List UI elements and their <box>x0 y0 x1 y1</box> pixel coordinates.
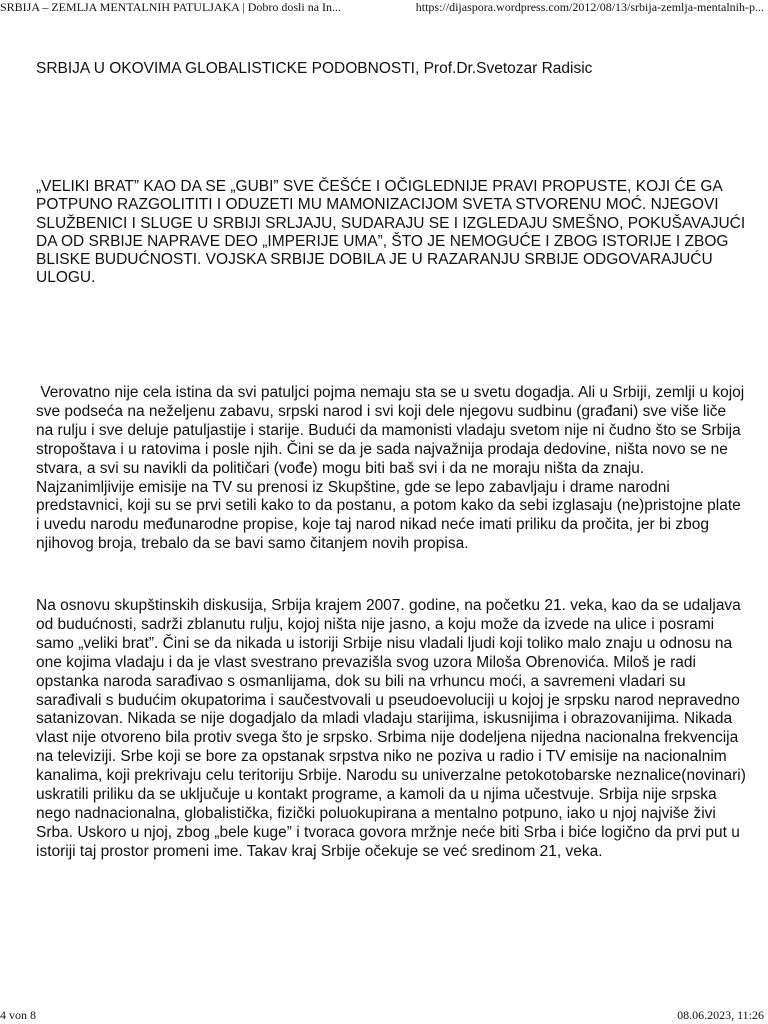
print-footer-datetime: 08.06.2023, 11:26 <box>677 1008 764 1022</box>
print-header-title: SRBIJA – ZEMLJA MENTALNIH PATULJAKA | Dobro dosli na In... <box>0 0 342 14</box>
print-header-url: https://dijaspora.wordpress.com/2012/08/13/srbija-zemlja-mentalnih-p... <box>415 0 764 14</box>
print-footer-page-number: 4 von 8 <box>0 1008 36 1022</box>
article-paragraph-1: „VELIKI BRAT” KAO DA SE „GUBI” SVE ČEŠĆE I OČIGLEDNIJE PRAVI PROPUSTE, KOJI ĆE GA POTPUNO RAZGOLITITI I ODUZETI MU MAMONIZACIJOM SVETA STVORENU MOĆ. NJEGOVI SLUŽBENICI I SLUGE U SRBIJI SRLJAJU, SUDARAJU SE I IZGLEDAJU SMEŠNO, POKUŠAVAJUĆI DA OD SRBIJE NAPRAVE DEO „IMPERIJE UMA”, ŠTO JE NEMOGUĆE I ZBOG ISTORIJE I ZBOG BLISKE BUDUĆNOSTI. VOJSKA SRBIJE DOBILA JE U RAZARANJU SRBIJE ODGOVARAJUĆU ULOGU. <box>36 178 746 287</box>
article-paragraph-3: Na osnovu skupštinskih diskusija, Srbija krajem 2007. godine, na početku 21. veka, kao da se udaljava od budućnosti, sadrži zblanutu rulju, kojoj ništa nije jasno, a koju može da izvede na ulice i posrami samo „veliki brat”. Čini se da nikada u istoriji Srbije nisu vladali ljudi koji toliko malo znaju u odnosu na one kojima vladaju i da je vlast svestrano prevazišla svog uzora Miloša Obrenovića. Miloš je radi opstanka naroda sarađivao s osmanlijama, dok su bili na vrhuncu moći, a savremeni vladari su sarađivali s budućim okupatorima i saučestvovali u pseudoevoluciji u kojoj je srpsku narod nepravedno satanizovan. Nikada se nije dogadjalo da mladi vladaju starijima, iskusnijima i obrazovanijima. Nikada vlast nije otvoreno bila protiv svega što je srpsko. Srbima nije dodeljena nijedna nacionalna frekvencija na televiziji. Srbe koji se bore za opstanak srpstva niko ne poziva u radio i TV emisije na nacionalnim kanalima, koji prekrivaju celu teritoriju Srbije. Narodu su univerzalne petokotobarske neznalice(novinari) uskratili priliku da se uključuje u kontakt programe, a kamoli da u njima učestvuje. Srbija nije srpska nego nadnacionalna, globalistička, fizički poluokupirana a mentalno potpuno, iako u njoj najviše živi Srba. Uskoro u njoj, zbog „bele kuge” i tvoraca govora mržnje neće biti Srba i biće logično da prvi put u istoriji taj prostor promeni ime. Takav kraj Srbije očekuje se već sredinom 21, veka. <box>36 597 746 860</box>
article-title: SRBIJA U OKOVIMA GLOBALISTICKE PODOBNOSTI, Prof.Dr.Svetozar Radisic <box>36 60 593 77</box>
article-paragraph-2: Verovatno nije cela istina da svi patuljci pojma nemaju sta se u svetu dogadja. Ali u Srbiji, zemlji u kojoj sve podseća na neželjenu zabavu, srpski narod i svi koji dele njegovu sudbinu (građani) sve više liče na rulju i sve deluje patuljastije i starije. Budući da mamonisti vladaju svetom nije ni čudno što se Srbija stropoštava i u ratovima i posle njih. Čini se da je sada najvažnija prodaja dedovine, ništa novo se ne stvara, a svi su navikli da političari (vođe) mogu biti baš svi i da ne moraju ništa da znaju. Najzanimljivije emisije na TV su prenosi iz Skupštine, gde se lepo zabavljaju i drame narodni predstavnici, koji su se prvi setili kako to da postanu, a potom kako da sebi izglasaju (ne)pristojne plate i uvedu narodu međunarodne propise, koje taj narod nikad neće imati priliku da pročita, jer bi zbog njihovog broja, trebalo da se bavi samo čitanjem novih propisa. <box>36 384 749 553</box>
